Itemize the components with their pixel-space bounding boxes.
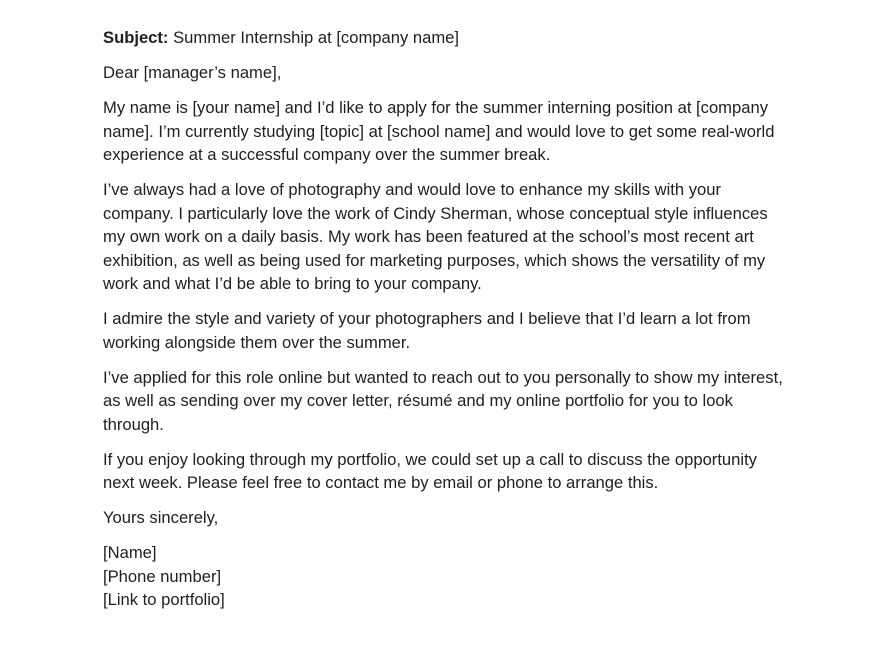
signature-name: [Name] xyxy=(103,543,157,562)
subject-text: Summer Internship at [company name] xyxy=(168,28,459,47)
subject-line xyxy=(103,26,783,50)
signature-phone: [Phone number] xyxy=(103,566,222,586)
closing: Yours sincerely, xyxy=(103,508,219,527)
paragraph-application: I’ve applied for this role online but wanted to reach out to you personally to show my interest, as well as sending over my cover letter, résumé and my online portfolio for you to look through. xyxy=(103,367,783,434)
email-letter xyxy=(103,26,783,612)
greeting: Dear [manager’s name], xyxy=(103,63,282,82)
paragraph-call-to-action: If you enjoy looking through my portfolio, we could set up a call to discuss the opportunity next week. Please feel free to contact me by email or phone to arrange this. xyxy=(103,449,757,492)
signature-portfolio-link: [Link to portfolio] xyxy=(103,590,225,609)
paragraph-intro: My name is [your name] and I’d like to apply for the summer interning position at [company name]. I’m currently studying [topic] at [school name] and would love to get some real-world experience at a successful company over the summer break. xyxy=(103,98,775,164)
paragraph-admiration: I admire the style and variety of your photographers and I believe that I’d learn a lot from working alongside them over the summer. xyxy=(103,309,751,352)
paragraph-photography: I’ve always had a love of photography and would love to enhance my skills with your company. I particularly love the work of Cindy Sherman, whose conceptual style influences my own work on a daily basis. My work has been featured at the school’s most recent art exhibition, as well as being used for marketing purposes, which shows the versatility of my work and what I’d be able to bring to your company. xyxy=(103,180,768,293)
subject-label: Subject: xyxy=(103,28,169,47)
signature-block xyxy=(103,541,783,612)
